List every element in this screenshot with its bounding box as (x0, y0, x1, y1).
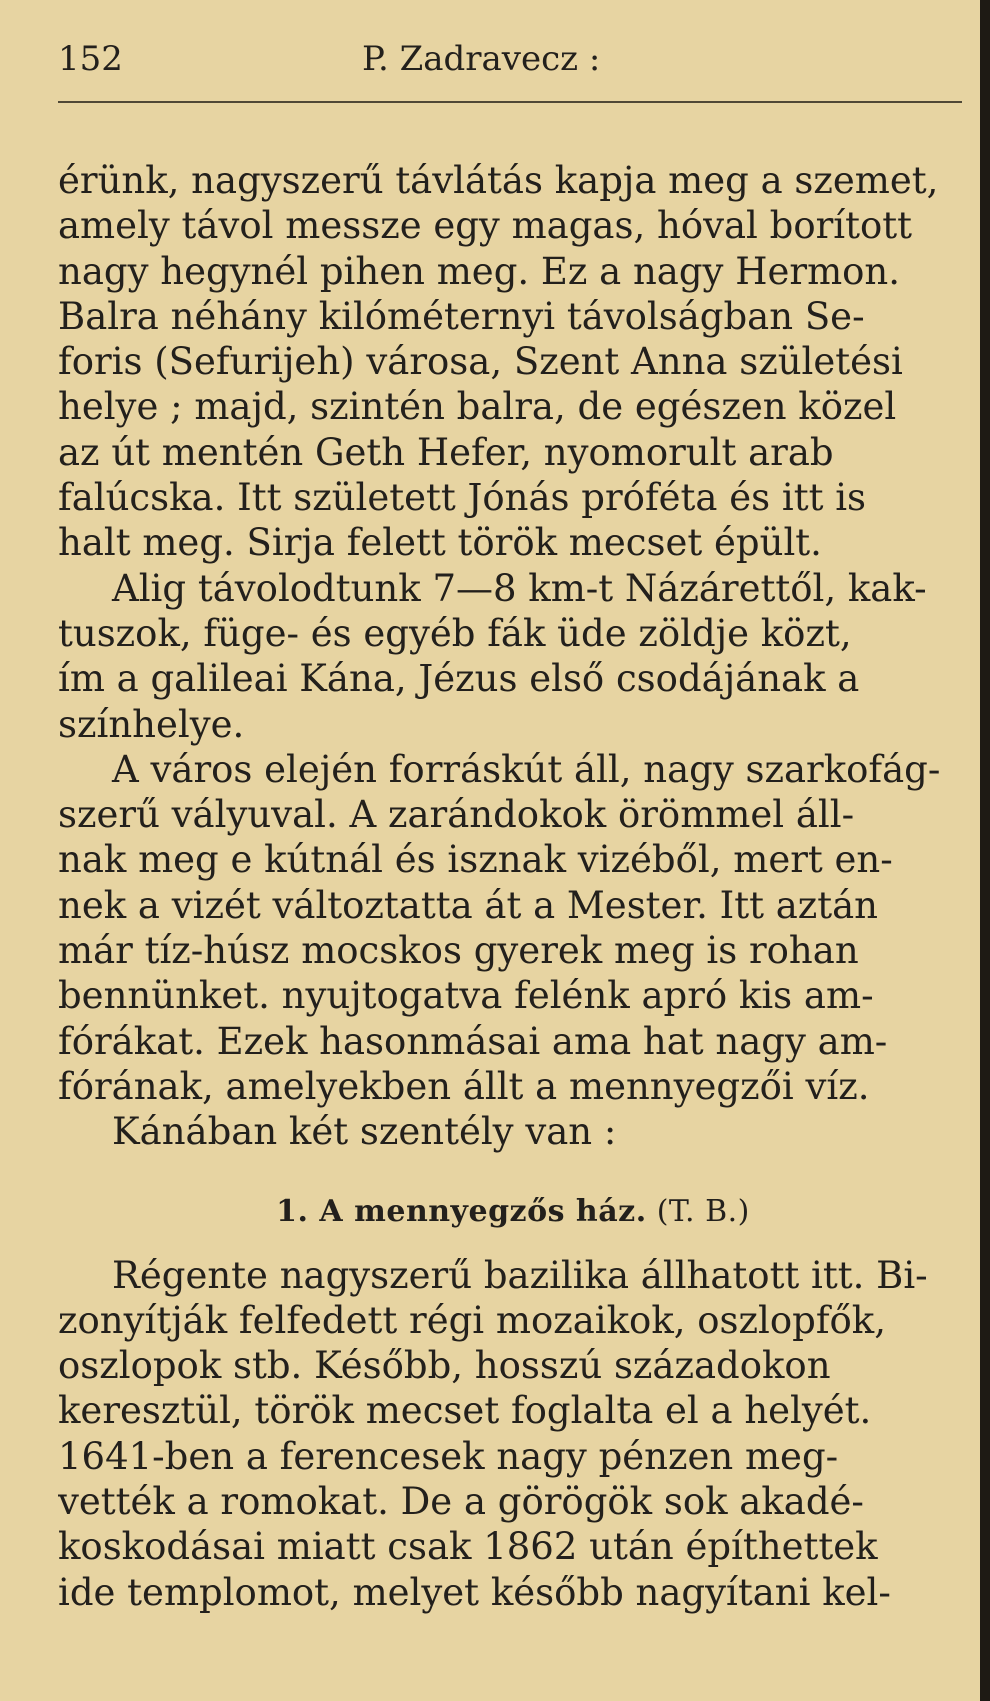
text-line: színhelye. (58, 702, 245, 746)
text-line: foris (Sefurijeh) városa, Szent Anna születési (58, 340, 903, 384)
text-line: az út mentén Geth Hefer, nyomorult arab (58, 430, 834, 474)
text-line: ím a galileai Kána, Jézus első csodájának a (58, 657, 860, 701)
section-heading-source: (T. B.) (646, 1193, 750, 1229)
text-line: 1641-ben a ferencesek nagy pénzen meg- (58, 1434, 839, 1478)
text-line: vették a romokat. De a görögök sok akadé- (58, 1480, 864, 1524)
body-text (58, 158, 968, 1615)
page-number: 152 (58, 39, 123, 79)
text-line: bennünket. nyujtogatva felénk apró kis am- (58, 974, 874, 1018)
paragraph-first-line: Régente nagyszerű bazilika állhatott itt. Bi- (112, 1253, 928, 1297)
text-line: zonyítják felfedett régi mozaikok, oszlopfők, (58, 1298, 886, 1342)
text-line: érünk, nagyszerű távlátás kapja meg a szemet, (58, 159, 939, 202)
text-line: Balra néhány kilóméternyi távolságban Se- (58, 294, 865, 338)
text-line: koskodásai miatt csak 1862 után építhettek (58, 1525, 878, 1569)
text-line: halt meg. Sirja felett török mecset épült. (58, 521, 822, 565)
text-line: szerű vályuval. A zarándokok örömmel áll- (58, 793, 855, 837)
text-line: fórának, amelyekben állt a mennyegzői víz. (58, 1064, 870, 1108)
text-line: fórákat. Ezek hasonmásai ama hat nagy am- (58, 1019, 888, 1063)
paragraph-first-line: Alig távolodtunk 7—8 km-t Názárettől, kak- (112, 566, 927, 610)
text-line: oszlopok stb. Később, hosszú századokon (58, 1344, 831, 1388)
text-line: ide templomot, melyet később nagyítani kel- (58, 1570, 891, 1614)
text-line: már tíz-húsz mocskos gyerek meg is rohan (58, 929, 859, 973)
text-line: tuszok, füge- és egyéb fák üde zöldje közt, (58, 611, 852, 655)
header-rule (58, 101, 962, 103)
section-heading (58, 1179, 968, 1245)
section-heading-title: 1. A mennyegzős ház. (276, 1193, 647, 1229)
text-line: nagy hegynél pihen meg. Ez a nagy Hermon. (58, 249, 901, 293)
text-line: keresztül, török mecset foglalta el a helyét. (58, 1389, 872, 1433)
text-line: nek a vizét változtatta át a Mester. Itt aztán (58, 883, 879, 927)
paragraph-first-line: A város elején forráskút áll, nagy szarkofág- (112, 747, 941, 791)
text-line: nak meg e kútnál és isznak vizéből, mert en- (58, 838, 893, 882)
text-line: amely távol messze egy magas, hóval borított (58, 204, 913, 248)
paragraph-first-line: Kánában két szentély van : (112, 1110, 617, 1154)
text-line: helye ; majd, szintén balra, de egészen közel (58, 385, 897, 429)
running-head: P. Zadravecz : (362, 39, 601, 79)
text-line: falúcska. Itt született Jónás próféta és itt is (58, 476, 867, 520)
